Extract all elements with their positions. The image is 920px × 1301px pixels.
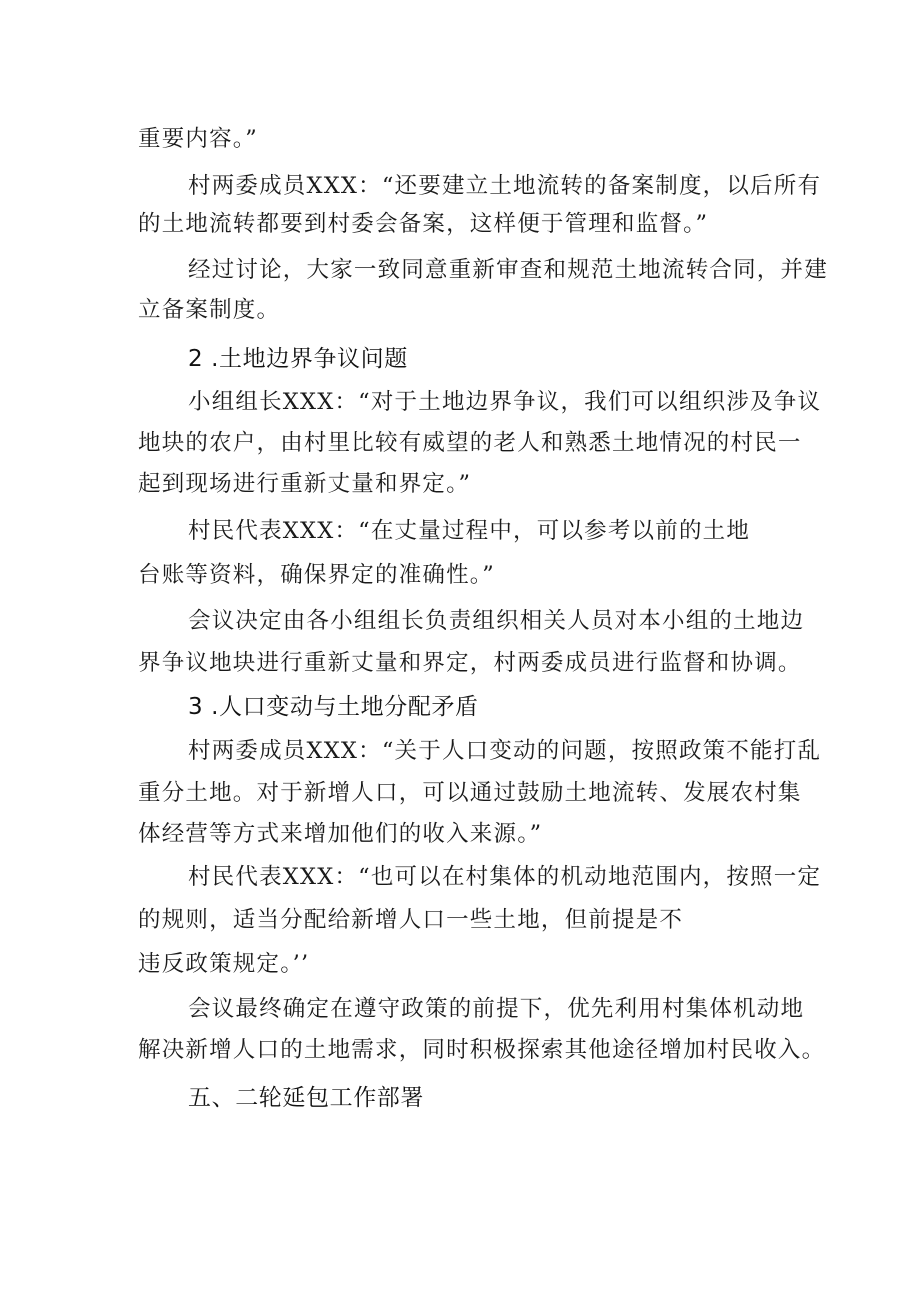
- paragraph-line: 会议决定由各小组组长负责组织相关人员对本小组的土地边: [188, 608, 805, 634]
- paragraph-line: 经过讨论，大家一致同意重新审查和规范土地流转合同，并建: [188, 257, 828, 283]
- paragraph-line: 的规则，适当分配给新增人口一些土地，但前提是不: [138, 907, 684, 933]
- paragraph-line: 起到现场进行重新丈量和界定。”: [138, 471, 472, 497]
- paragraph-line: 的土地流转都要到村委会备案，这样便于管理和监督。”: [138, 211, 709, 237]
- paragraph-line: 重分土地。对于新增人口，可以通过鼓励土地流转、发展农村集: [138, 780, 802, 806]
- paragraph-line: 体经营等方式来增加他们的收入来源。”: [138, 821, 543, 847]
- section-heading: 3 .人口变动与土地分配矛盾: [188, 694, 479, 720]
- paragraph-line: 村两委成员XXX：“还要建立土地流转的备案制度，以后所有: [188, 173, 822, 199]
- paragraph-line: 小组组长XXX：“对于土地边界争议，我们可以组织涉及争议: [188, 389, 822, 415]
- paragraph-line: 界争议地块进行重新丈量和界定，村两委成员进行监督和协调。: [138, 650, 802, 676]
- paragraph-line: 重要内容。”: [138, 126, 258, 152]
- chapter-heading: 五、二轮延包工作部署: [188, 1085, 424, 1111]
- paragraph-line: 会议最终确定在遵守政策的前提下，优先利用村集体机动地: [188, 996, 805, 1022]
- paragraph-line: 台账等资料，确保界定的准确性。”: [138, 562, 495, 588]
- paragraph-line: 违反政策规定。’’: [138, 951, 310, 977]
- paragraph-line: 村民代表XXX：“在丈量过程中，可以参考以前的土地: [188, 518, 751, 544]
- paragraph-line: 村民代表XXX：“也可以在村集体的机动地范围内，按照一定: [188, 864, 822, 890]
- paragraph-line: 立备案制度。: [138, 297, 281, 323]
- paragraph-line: 村两委成员XXX：“关于人口变动的问题，按照政策不能打乱: [188, 738, 822, 764]
- section-heading: 2 .土地边界争议问题: [188, 346, 408, 372]
- paragraph-line: 解决新增人口的土地需求，同时积极探索其他途径增加村民收入。: [138, 1037, 826, 1063]
- paragraph-line: 地块的农户，由村里比较有威望的老人和熟悉土地情况的村民一: [138, 430, 802, 456]
